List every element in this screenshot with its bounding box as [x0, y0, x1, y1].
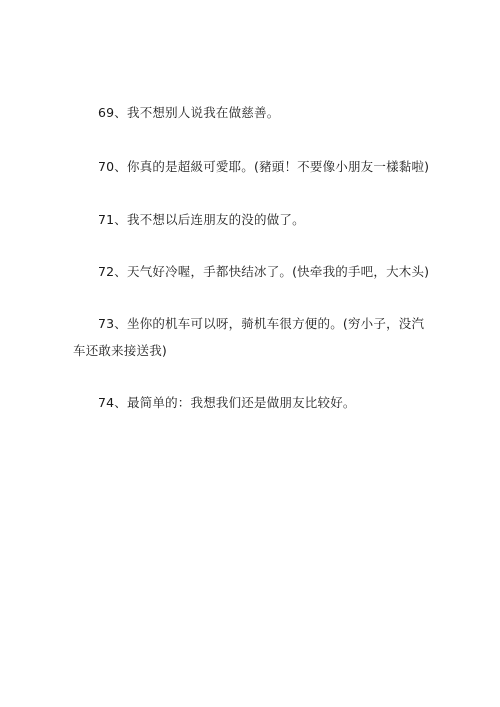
paragraph-69: 69、我不想别人说我在做慈善。 [98, 104, 280, 120]
paragraph-70: 70、你真的是超級可愛耶。(豬頭！不要像小朋友一樣黏啦) [98, 158, 430, 174]
paragraph-71: 71、我不想以后连朋友的没的做了。 [98, 211, 305, 227]
paragraph-74: 74、最简单的：我想我们还是做朋友比较好。 [98, 394, 356, 410]
paragraph-72: 72、天气好冷喔，手都快结冰了。(快牵我的手吧，大木头) [98, 263, 430, 279]
paragraph-73: 73、坐你的机车可以呀，骑机车很方便的。(穷小子，没汽车还敢来接送我) [73, 315, 425, 358]
